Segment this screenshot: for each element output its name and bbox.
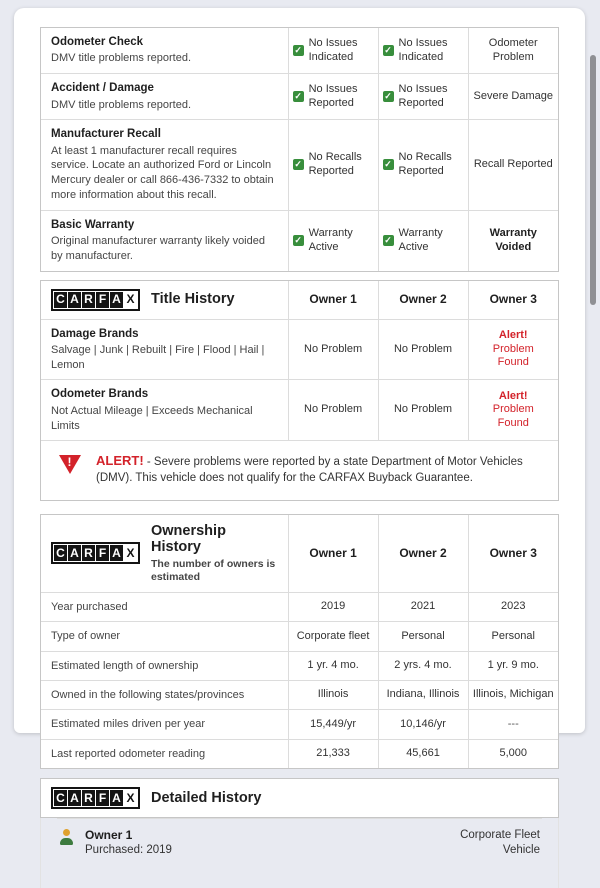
- row-title: Odometer Brands: [51, 388, 149, 401]
- alert-word: Alert!: [498, 389, 528, 402]
- section-title: Ownership History: [151, 522, 226, 556]
- col-header-owner2: Owner 2: [378, 281, 468, 319]
- row-title: Odometer Check: [51, 36, 144, 48]
- person-icon: [59, 829, 74, 845]
- row-label: Year purchased: [51, 601, 128, 614]
- status-text: Odometer Problem: [488, 36, 538, 63]
- check-icon: [383, 91, 394, 102]
- row-description: At least 1 manufacturer recall requires service. Locate an authorized Ford or Lincoln Mercury dealer or call 866-436-7332 to obtain more information about this recall.: [51, 144, 274, 201]
- owner1-status: [288, 28, 378, 73]
- check-icon: [293, 45, 304, 56]
- row-label: Type of owner: [51, 630, 121, 643]
- table-row-states-owned: [41, 680, 558, 709]
- ownership-history-table: [40, 514, 559, 769]
- logo-letter: A: [110, 790, 123, 806]
- logo-letter: A: [68, 790, 81, 806]
- logo-letter: F: [96, 545, 109, 561]
- section-title: Detailed History: [151, 789, 262, 806]
- owner1-status: No Problem: [288, 380, 378, 440]
- row-label: Estimated length of ownership: [51, 659, 199, 672]
- owner1-status: [288, 211, 378, 271]
- owner1-value: Corporate fleet: [288, 622, 378, 650]
- table-row-odometer-check: [41, 28, 558, 73]
- owner-type-note: Corporate Fleet Vehicle: [460, 828, 540, 856]
- owner2-value: 10,146/yr: [378, 710, 468, 738]
- status-text: No Recalls Reported: [308, 151, 362, 177]
- owner3-status: [468, 120, 559, 209]
- owner3-status: [468, 211, 559, 271]
- col-header-owner3: Owner 3: [468, 515, 559, 593]
- alert-label: ALERT!: [96, 453, 144, 469]
- row-description: Original manufacturer warranty likely voided by manufacturer.: [51, 235, 265, 262]
- row-title: Damage Brands: [51, 327, 139, 340]
- table-row-type-of-owner: [41, 621, 558, 650]
- owner1-status: No Problem: [288, 320, 378, 380]
- owner1-value: 1 yr. 4 mo.: [288, 652, 378, 680]
- row-label: Owned in the following states/provinces: [51, 689, 245, 702]
- alert-detail: Problem Found: [492, 342, 534, 369]
- owner3-value: 2023: [468, 593, 559, 621]
- owner1-value: Illinois: [288, 681, 378, 709]
- row-description: DMV title problems reported.: [51, 98, 191, 111]
- owner2-status: No Problem: [378, 380, 468, 440]
- detailed-history-body: [40, 818, 559, 888]
- table-row-manufacturer-recall: [41, 119, 558, 209]
- owner-name: Owner 1: [85, 827, 133, 842]
- dmv-alert-banner: [41, 440, 558, 499]
- owner1-status: [288, 74, 378, 119]
- owner3-value: ---: [468, 710, 559, 738]
- owner3-value: 1 yr. 9 mo.: [468, 652, 559, 680]
- status-text: Recall Reported: [473, 158, 553, 171]
- status-text: No Issues Reported: [308, 82, 358, 109]
- owner3-status: [468, 28, 559, 73]
- owner2-status: [378, 74, 468, 119]
- check-icon: [383, 159, 394, 170]
- table-row-year-purchased: [41, 592, 558, 621]
- owner2-value: 2 yrs. 4 mo.: [378, 652, 468, 680]
- table-row-basic-warranty: [41, 210, 558, 271]
- logo-letter: C: [54, 790, 67, 806]
- logo-letter: R: [82, 545, 95, 561]
- logo-letter: X: [124, 292, 137, 308]
- owner2-value: 45,661: [378, 740, 468, 768]
- owner3-status: [468, 380, 559, 440]
- logo-letter: C: [54, 545, 67, 561]
- owner-purchased: Purchased: 2019: [85, 843, 172, 856]
- carfax-logo: [51, 542, 140, 564]
- row-description: Salvage | Junk | Rebuilt | Fire | Flood | Hail | Lemon: [51, 343, 265, 371]
- col-header-owner1: Owner 1: [288, 281, 378, 319]
- row-description: DMV title problems reported.: [51, 52, 191, 65]
- row-title: Manufacturer Recall: [51, 128, 161, 141]
- check-icon: [383, 235, 394, 246]
- status-text: No Issues Reported: [398, 82, 448, 109]
- owner3-value: Illinois, Michigan: [468, 681, 559, 709]
- row-title: Accident / Damage: [51, 82, 154, 95]
- logo-letter: A: [68, 292, 81, 308]
- row-label: Last reported odometer reading: [51, 747, 206, 760]
- owner1-value: 21,333: [288, 740, 378, 768]
- owner1-value: 2019: [288, 593, 378, 621]
- alert-text: - Severe problems were reported by a state Department of Motor Vehicles (DMV). This vehicle does not qualify for the CARFAX Buyback Guarantee.: [96, 456, 523, 485]
- table-row-accident-damage: [41, 73, 558, 119]
- col-header-owner1: Owner 1: [288, 515, 378, 593]
- report-card: [14, 8, 585, 856]
- owner3-value: 5,000: [468, 740, 559, 768]
- status-text: Warranty Voided: [489, 226, 537, 253]
- ownership-header-row: [41, 515, 558, 593]
- logo-letter: F: [96, 790, 109, 806]
- row-title: Basic Warranty: [51, 218, 135, 231]
- owner2-value: Personal: [378, 622, 468, 650]
- status-text: No Recalls Reported: [398, 151, 452, 177]
- status-text: Severe Damage: [473, 89, 553, 102]
- check-icon: [293, 159, 304, 170]
- status-text: No Issues Indicated: [398, 36, 448, 63]
- logo-letter: A: [110, 292, 123, 308]
- alert-detail: Problem Found: [492, 403, 534, 430]
- title-history-header-row: [41, 281, 558, 319]
- carfax-logo: [51, 787, 140, 809]
- alert-word: Alert!: [498, 328, 528, 341]
- logo-letter: X: [124, 790, 137, 806]
- check-icon: [383, 45, 394, 56]
- owner2-status: No Problem: [378, 320, 468, 380]
- owner2-value: Indiana, Illinois: [378, 681, 468, 709]
- col-header-owner3: Owner 3: [468, 281, 559, 319]
- section-title: Title History: [151, 291, 235, 308]
- logo-letter: A: [110, 545, 123, 561]
- owner3-value: Personal: [468, 622, 559, 650]
- check-icon: [293, 91, 304, 102]
- table-row-damage-brands: [41, 319, 558, 380]
- owner1-value: 15,449/yr: [288, 710, 378, 738]
- logo-letter: R: [82, 790, 95, 806]
- logo-letter: R: [82, 292, 95, 308]
- table-row-miles-per-year: [41, 709, 558, 738]
- title-history-table: [40, 280, 559, 501]
- vehicle-summary-table: [40, 27, 559, 272]
- logo-letter: C: [54, 292, 67, 308]
- status-text: Warranty Active: [308, 226, 353, 253]
- owner1-status: [288, 120, 378, 209]
- table-row-odometer-brands: [41, 379, 558, 440]
- owner2-status: [378, 120, 468, 209]
- status-text: Warranty Active: [398, 226, 443, 253]
- detailed-history-header: [40, 778, 559, 818]
- col-header-owner2: Owner 2: [378, 515, 468, 593]
- owner-1-summary-row: [57, 818, 542, 867]
- carfax-logo: [51, 289, 140, 311]
- logo-letter: F: [96, 292, 109, 308]
- table-row-last-odometer: [41, 739, 558, 768]
- owner3-status: [468, 74, 559, 119]
- vertical-scrollbar-thumb[interactable]: [590, 55, 596, 305]
- alert-triangle-icon: [59, 455, 81, 474]
- owner2-status: [378, 211, 468, 271]
- check-icon: [293, 235, 304, 246]
- row-description: Not Actual Mileage | Exceeds Mechanical Limits: [51, 404, 253, 432]
- status-text: No Issues Indicated: [308, 36, 358, 63]
- table-row-ownership-length: [41, 651, 558, 680]
- logo-letter: A: [68, 545, 81, 561]
- owner2-value: 2021: [378, 593, 468, 621]
- section-subtitle: The number of owners is estimated: [151, 557, 276, 583]
- logo-letter: X: [124, 545, 137, 561]
- owner2-status: [378, 28, 468, 73]
- owner3-status: [468, 320, 559, 380]
- row-label: Estimated miles driven per year: [51, 718, 206, 731]
